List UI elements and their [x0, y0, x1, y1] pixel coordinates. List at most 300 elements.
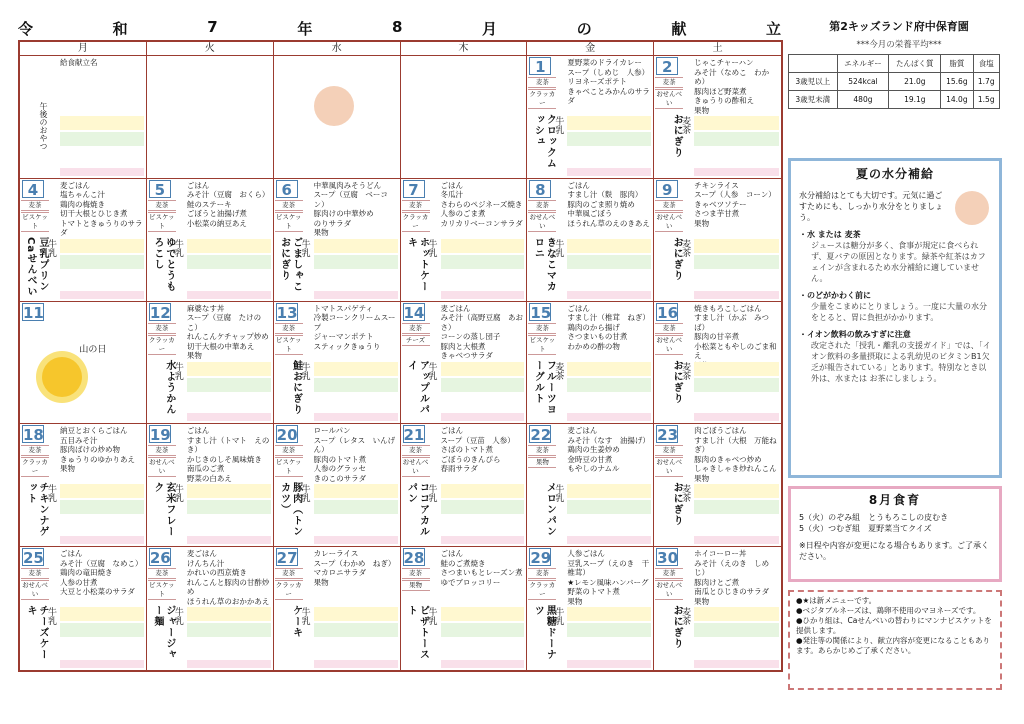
snack-drink	[655, 76, 683, 110]
ingredient-band	[314, 500, 398, 514]
ingredient-band	[314, 660, 398, 668]
day-cell	[274, 547, 401, 670]
snack-label: クラッカー	[22, 458, 48, 476]
date-number: 11	[23, 303, 44, 322]
drink-label: 牛乳	[426, 607, 437, 626]
drink-label: 牛乳	[46, 607, 56, 626]
date-number: 18	[23, 426, 44, 445]
ingredient-band	[441, 607, 525, 621]
snack-drink	[655, 567, 683, 601]
day-cell	[401, 302, 528, 425]
ingredient-band	[441, 378, 525, 392]
table-header: 脂質	[941, 55, 973, 73]
ingredient-band	[60, 168, 144, 176]
snack-drink	[275, 567, 303, 601]
drink-label: 牛乳	[172, 484, 183, 503]
day-cell	[401, 547, 528, 670]
afternoon-snack: 豆乳プリン Caせんべい	[25, 236, 48, 297]
lunch-menu: 麦ごはん 塩ちゃんこ汁 鶏肉の梅焼き 切干大根とひじき煮 トマトときゅうりのサラダ	[60, 180, 143, 238]
drink-label: 牛乳	[46, 484, 56, 503]
snack-label: 果物	[528, 457, 556, 468]
ingredient-band	[694, 378, 779, 392]
table-header: 食塩	[973, 55, 1000, 73]
lunch-menu: ホイコーロー丼 みそ汁（えのき しめじ） 豚肉けとご煮 南瓜とひじきのサラダ 果物	[694, 549, 770, 606]
snack-label: ビスケット	[275, 335, 302, 353]
tip-heading: ・水 または 麦茶	[799, 230, 861, 239]
ingredient-band	[441, 255, 525, 269]
snack-drink	[21, 199, 49, 233]
day-cell	[654, 179, 781, 302]
day-cell	[274, 179, 401, 302]
lunch-menu: 麻婆なす丼 スープ（豆腐 たけのこ） れんこんケチャップ炒め 切干大根の中華あえ 果物	[186, 303, 269, 361]
lunch-menu: 麦ごはん けんちん汁 かれいの西京焼き れんこんと豚肉の甘酢炒め ほうれん草のおかかあえ	[186, 549, 270, 606]
ingredient-band	[187, 607, 271, 621]
snack-drink	[528, 76, 556, 110]
swimming-child-icon	[314, 86, 354, 126]
snack-drink	[528, 444, 556, 469]
tip-text: 改定された「授乳・離乳の支援ガイド」では、「イオン飲料の多量摂取による乳幼児のビタミンB1欠乏が報告されている」とあります。特別なとき以外は、水または お茶にしましょう。	[811, 341, 991, 383]
afternoon-snack: チキンナゲット	[25, 482, 48, 538]
snack-label: ビスケット	[148, 212, 175, 230]
title-char: 月	[482, 20, 500, 38]
drink-label: 麦茶	[680, 484, 691, 503]
snack-label: チーズ	[402, 335, 430, 346]
ingredient-band	[567, 132, 651, 146]
ingredient-band	[60, 536, 144, 544]
snack-label: 麦茶	[402, 568, 430, 579]
afternoon-snack: おにぎり	[671, 236, 683, 281]
weekday-header: 火	[147, 42, 274, 56]
snack-drink	[21, 567, 49, 601]
snack-label: 麦茶	[21, 445, 49, 456]
ingredient-band	[694, 132, 779, 146]
day-cell	[147, 179, 274, 302]
drink-label: 牛乳	[553, 116, 564, 134]
ingredient-band	[187, 362, 271, 376]
snack-label: おせんべい	[22, 581, 48, 599]
snack-drink	[148, 199, 176, 233]
lunch-menu: ごはん すまし汁（トマト えのき） かじきのしそ風味焼き 南瓜のご煮 野菜の白あえ	[186, 426, 270, 483]
snack-drink	[402, 444, 430, 478]
ingredient-band	[314, 607, 398, 621]
notes-box	[788, 590, 1002, 690]
drink-label: 牛乳	[299, 361, 310, 380]
ingredient-band	[187, 239, 271, 253]
date-number: 22	[530, 426, 552, 445]
snack-label: 麦茶	[655, 77, 683, 88]
ingredient-band	[60, 607, 144, 621]
summer-hydration-box	[788, 158, 1002, 478]
food-event: 5（火）つむぎ組 夏野菜当てクイズ	[799, 524, 932, 533]
date-number: 2	[656, 57, 678, 75]
afternoon-snack: 鮭おにぎり	[290, 359, 302, 415]
ingredient-band	[567, 413, 651, 421]
date-number: 26	[149, 549, 171, 568]
ingredient-band	[314, 239, 398, 253]
snack-drink	[528, 567, 556, 601]
date-number: 19	[149, 426, 171, 445]
lunch-menu: じゃこチャーハン みそ汁（なめこ わかめ） 豚肉ほど野菜煮 きゅうりの酢和え 果物	[694, 58, 770, 115]
date-number: 5	[149, 180, 171, 198]
afternoon-snack: おにぎり	[671, 359, 683, 404]
child-illustration-icon	[955, 191, 989, 225]
day-cell	[401, 56, 528, 179]
date-number: 28	[403, 549, 425, 568]
ingredient-band	[567, 607, 651, 621]
tip-text: ジュースは糖分が多く、食事が規定に食べられず、夏バテの原因となります。緑茶や紅茶はカフェインが含まれるため水分補給に適していません。	[811, 241, 986, 283]
snack-label: 麦茶	[21, 200, 49, 211]
ingredient-band	[441, 362, 525, 376]
afternoon-snack: おにぎり	[671, 605, 683, 650]
snack-drink	[655, 444, 683, 478]
table-cell: 524kcal	[837, 73, 889, 91]
ingredient-band	[187, 500, 271, 514]
title-char: 年	[297, 20, 315, 38]
snack-drink	[528, 322, 556, 356]
snack-label: 麦茶	[275, 568, 303, 579]
snack-drink	[148, 567, 176, 601]
snack-label: 麦茶	[402, 200, 430, 211]
date-number: 23	[657, 426, 679, 445]
snack-label: おせんべい	[656, 212, 682, 230]
date-number: 20	[276, 426, 298, 445]
ingredient-band	[567, 168, 651, 176]
nutrition-table	[788, 54, 1000, 109]
ingredient-band	[694, 607, 779, 621]
snack-label: クラッカー	[275, 581, 302, 599]
food-education-title: 8月食育	[868, 493, 922, 507]
date-number: 21	[403, 426, 425, 445]
drink-label: 麦茶	[680, 116, 691, 134]
lunch-menu: ごはん みそ汁（豆腐 おくら） 鮭のステーキ ごぼうと油揚げ煮 小松菜の納豆あえ	[186, 180, 270, 228]
drink-label: 牛乳	[172, 361, 183, 380]
afternoon-snack: ケーキ	[290, 605, 302, 639]
date-number: 27	[276, 549, 298, 568]
day-cell	[274, 424, 401, 547]
snack-label: おせんべい	[402, 458, 429, 476]
drink-label: 牛乳	[172, 238, 183, 257]
title-char: 令	[18, 20, 36, 38]
weekday-header: 木	[401, 42, 528, 56]
ingredient-band	[567, 239, 651, 253]
snack-drink	[402, 322, 430, 347]
ingredient-band	[694, 660, 779, 668]
drink-label: 麦茶	[553, 361, 564, 380]
drink-label: 牛乳	[299, 607, 310, 626]
ingredient-band	[694, 623, 779, 637]
day-cell	[527, 424, 654, 547]
table-cell: 1.5g	[973, 91, 1000, 109]
ingredient-band	[187, 484, 271, 498]
day-cell	[527, 302, 654, 425]
drink-label: 麦茶	[680, 238, 691, 257]
snack-label: クラッカー	[529, 581, 556, 599]
ingredient-band	[60, 623, 144, 637]
snack-label: ビスケット	[275, 212, 302, 230]
ingredient-band	[694, 484, 779, 498]
snack-label: 麦茶	[655, 568, 683, 579]
lunch-menu: 肉ごぼうごはん すまし汁（大根 万能ねぎ） 豚肉のきゃべつ炒め しゃきしゃき炒れんこん 果物	[694, 426, 777, 483]
snack-label: 麦茶	[21, 568, 49, 579]
snack-label: クラッカー	[402, 212, 429, 230]
ingredient-band	[694, 362, 779, 376]
date-number: 15	[530, 303, 552, 322]
day-cell	[654, 424, 781, 547]
ingredient-band	[314, 291, 398, 299]
note-item: ●ベジタブルネーズは、鶏卵不使用のマヨネーズです。	[796, 606, 981, 615]
drink-label: 牛乳	[426, 484, 437, 503]
snack-label: おせんべい	[656, 90, 682, 107]
date-number: 4	[22, 180, 44, 198]
snack-label: 麦茶	[275, 445, 303, 456]
afternoon-snack: アップルパイ	[405, 359, 429, 415]
ingredient-band	[567, 378, 651, 392]
snack-label: ビスケット	[275, 458, 302, 476]
table-cell: 480g	[837, 91, 889, 109]
lunch-menu: 中華風肉みそうどん スープ（豆腐 ベーコン） 豚肉けの中華炒め のりサラダ 果物	[313, 180, 388, 238]
summer-title: 夏の水分補給	[855, 167, 934, 181]
afternoon-snack: チーズケーキ	[25, 605, 48, 661]
title-char: の	[576, 20, 594, 38]
lunch-menu: 給食献立名	[60, 58, 98, 67]
weekday-header: 水	[274, 42, 401, 56]
snack-label: 麦茶	[148, 445, 176, 456]
table-cell: 19.1g	[889, 91, 941, 109]
drink-label: 麦茶	[680, 607, 691, 626]
ingredient-band	[314, 484, 398, 498]
snack-label: 麦茶	[148, 323, 176, 334]
day-cell	[20, 547, 147, 670]
afternoon-snack: クロックムッシュ	[532, 114, 556, 169]
ingredient-band	[60, 500, 144, 514]
date-number: 29	[530, 549, 552, 568]
ingredient-band	[694, 168, 779, 176]
ingredient-band	[60, 660, 144, 668]
note-item: ●発注等の関係により、献立内容が変更になることもあります。あらかじめご了承ください。	[796, 636, 991, 655]
snack-label: おせんべい	[148, 458, 175, 476]
ingredient-band	[187, 536, 271, 544]
ingredient-band	[314, 623, 398, 637]
tip-heading: ・のどがかわく前に	[799, 291, 871, 300]
day-cell	[147, 302, 274, 425]
afternoon-snack: ジャージャー麺	[151, 605, 175, 661]
ingredient-band	[694, 500, 779, 514]
table-header: たんぱく質	[889, 55, 941, 73]
snack-drink	[21, 444, 49, 478]
ingredient-band	[567, 500, 651, 514]
drink-label: 麦茶	[680, 361, 691, 380]
afternoon-snack: ピザトースト	[405, 605, 429, 661]
weekday-header: 金	[527, 42, 654, 56]
lunch-menu: 焼きもろこしごはん すまし汁（かぶ みつば） 豚肉の甘辛煮 小松菜ともやしのごま和え	[694, 303, 777, 361]
afternoon-snack: 豚肉（トンカツ）	[278, 482, 302, 538]
snack-label: 麦茶	[655, 200, 683, 211]
lunch-menu: トマトスパゲティ 冷製コーンクリームスープ ジャーマンポテト スティックきゅうり	[313, 303, 396, 351]
date-number: 12	[149, 303, 171, 322]
ingredient-band	[567, 255, 651, 269]
menu-calendar	[18, 40, 783, 672]
afternoon-snack: 黒糖ドーナツ	[532, 605, 556, 661]
tip-text: 少量をこまめにとりましょう。一度に大量の水分をとると、胃に負担がかかります。	[811, 302, 987, 322]
snack-label: 麦茶	[148, 568, 176, 579]
date-number: 25	[23, 549, 44, 568]
lunch-menu: ごはん 冬瓜汁 さわらのペジネーズ焼き 人参のごま煮 カリカリベーコンサラダ	[440, 180, 523, 228]
snack-drink	[402, 199, 430, 233]
snack-label: おせんべい	[656, 335, 682, 353]
snack-label: 麦茶	[528, 568, 556, 579]
day-cell	[20, 179, 147, 302]
date-number: 8	[529, 180, 551, 198]
snack-drink	[528, 199, 556, 233]
day-cell	[527, 56, 654, 179]
nursery-name: 第2キッズランド府中保育園	[829, 20, 969, 33]
food-note: ※日程や内容が変更になる場合もあります。ご了承ください。	[799, 541, 990, 561]
lunch-menu: ごはん 鮭のご煮焼き さつまいもとレーズン煮 ゆでブロッコリー	[440, 549, 523, 587]
day-cell	[147, 56, 274, 179]
ingredient-band	[567, 291, 651, 299]
snack-label: おせんべい	[656, 581, 682, 599]
ingredient-band	[441, 484, 525, 498]
ingredient-band	[441, 660, 525, 668]
snack-drink	[275, 199, 303, 233]
note-item: ●ひかり組は、Caせんべいの替わりにマンナビスケットを提供します。	[796, 616, 992, 635]
ingredient-band	[441, 239, 525, 253]
ingredient-band	[567, 484, 651, 498]
table-cell: 15.6g	[941, 73, 973, 91]
afternoon-snack: 玄米フレーク	[151, 482, 175, 538]
snack-drink	[148, 322, 176, 356]
snack-label: おせんべい	[656, 458, 682, 476]
day-cell	[527, 179, 654, 302]
afternoon-snack: メロンパン	[544, 482, 556, 538]
snack-label: 麦茶	[402, 323, 430, 334]
title-char: 8	[391, 18, 405, 36]
lunch-menu: ロールパン スープ（レタス いんげん） 豚肉のトマト煮 人参のグラッセ きのこのサラダ	[313, 426, 396, 483]
ingredient-band	[60, 132, 144, 146]
ingredient-band	[314, 362, 398, 376]
title-char: 和	[112, 20, 130, 38]
day-cell	[274, 56, 401, 179]
snack-label: 麦茶	[402, 445, 430, 456]
snack-label: 麦茶	[655, 445, 683, 456]
drink-label: 牛乳	[553, 238, 564, 257]
ingredient-band	[441, 623, 525, 637]
lunch-menu: 人参ごはん 豆乳スープ（えのき 干椎茸） ★レモン風味ハンバーグ 野菜のトマト煮 果物	[567, 549, 650, 606]
afternoon-snack: ココアカルパン	[405, 482, 429, 538]
ingredient-band	[187, 413, 271, 421]
snack-label: 麦茶	[275, 323, 303, 334]
table-cell: 1.7g	[973, 73, 1000, 91]
date-number: 7	[403, 180, 425, 198]
table-header: エネルギー	[837, 55, 889, 73]
ingredient-band	[441, 413, 525, 421]
ingredient-band	[187, 291, 271, 299]
day-cell	[401, 424, 528, 547]
ingredient-band	[441, 536, 525, 544]
ingredient-band	[694, 116, 779, 130]
snack-label: 麦茶	[528, 200, 556, 211]
ingredient-band	[567, 660, 651, 668]
ingredient-band	[187, 623, 271, 637]
snack-label: 麦茶	[655, 323, 683, 334]
holiday-label: 山の日	[79, 344, 107, 355]
snack-label: クラッカー	[529, 90, 556, 107]
ingredient-band	[60, 291, 144, 299]
snack-label: 麦茶	[528, 445, 556, 456]
snack-label: ビスケット	[148, 581, 175, 599]
ingredient-band	[314, 413, 398, 421]
lunch-menu: 麦ごはん みそ汁（なす 油揚げ） 鶏肉の生姜炒め 金時豆の甘煮 もやしのナムル	[567, 426, 650, 474]
date-number: 30	[657, 549, 679, 568]
nutrition-average-title: ***今月の栄養平均***	[856, 40, 942, 50]
title-char: 7	[207, 18, 220, 36]
snack-label: 麦茶	[528, 77, 556, 88]
ingredient-band	[694, 255, 779, 269]
day-cell	[274, 302, 401, 425]
ingredient-band	[694, 239, 779, 253]
ingredient-band	[60, 239, 144, 253]
food-event: 5（火）のぞみ組 とうもろこしの皮むき	[799, 513, 949, 522]
afternoon-snack: きなこマカロニ	[532, 236, 556, 292]
table-cell: 14.0g	[941, 91, 973, 109]
lunch-menu: カレーライス スープ（わかめ ねぎ） マカロニサラダ 果物	[313, 549, 396, 587]
day-cell	[147, 547, 274, 670]
weekday-header: 月	[20, 42, 147, 56]
snack-label: ビスケット	[22, 212, 48, 230]
drink-label: 牛乳	[426, 361, 437, 380]
afternoon-snack: おにぎり	[671, 114, 683, 158]
info-panel	[788, 18, 1010, 698]
date-number: 6	[276, 180, 298, 198]
day-cell	[147, 424, 274, 547]
snack-time-label: 午後のおやつ	[39, 102, 48, 150]
afternoon-snack: フルーツヨーグルト	[532, 359, 556, 415]
snack-drink	[275, 444, 303, 478]
table-cell: 21.0g	[889, 73, 941, 91]
sunflower-icon	[42, 357, 82, 397]
ingredient-band	[567, 116, 651, 130]
afternoon-snack: おにぎり	[671, 482, 683, 527]
title-char: 立	[765, 20, 783, 38]
day-cell	[654, 56, 781, 179]
snack-label: 麦茶	[528, 323, 556, 334]
ingredient-band	[694, 413, 779, 421]
drink-label: 牛乳	[299, 238, 310, 257]
day-cell	[401, 179, 528, 302]
day-cell	[20, 302, 147, 425]
ingredient-band	[314, 255, 398, 269]
tip-heading: ・イオン飲料の飲みすぎに注意	[799, 330, 911, 339]
afternoon-snack: ごましゃこおにぎり	[278, 236, 302, 292]
date-number: 14	[403, 303, 425, 322]
snack-drink	[655, 322, 683, 356]
day-cell	[20, 424, 147, 547]
lunch-menu: チキンライス スープ（人参 コーン） きゃべツソテー さつま芋甘煮 果物	[694, 180, 776, 228]
snack-drink	[148, 444, 176, 478]
ingredient-band	[60, 484, 144, 498]
page-title	[18, 18, 783, 39]
lunch-menu: 納豆とおくらごはん 五目みそ汁 豚肉ばけの炒め物 きゅうりのゆかりあえ 果物	[60, 426, 135, 474]
lunch-menu: 麦ごはん みそ汁（高野豆腐 あおさ） コーンの蒸し団子 豚肉と大根煮 きゃべつサラダ	[440, 303, 523, 361]
note-item: ●★は新メニューです。	[796, 596, 877, 605]
ingredient-band	[694, 536, 779, 544]
afternoon-snack: ゆでとうもろこし	[151, 236, 175, 292]
lunch-menu: ごはん すまし汁（椎茸 ねぎ） 鶏肉のから揚げ さつまいもの甘煮 わかめの酢の物	[567, 303, 650, 351]
title-char: 献	[671, 20, 689, 38]
day-cell	[654, 302, 781, 425]
table-cell: 3歳児未満	[789, 91, 838, 109]
snack-label: おせんべい	[529, 212, 556, 230]
